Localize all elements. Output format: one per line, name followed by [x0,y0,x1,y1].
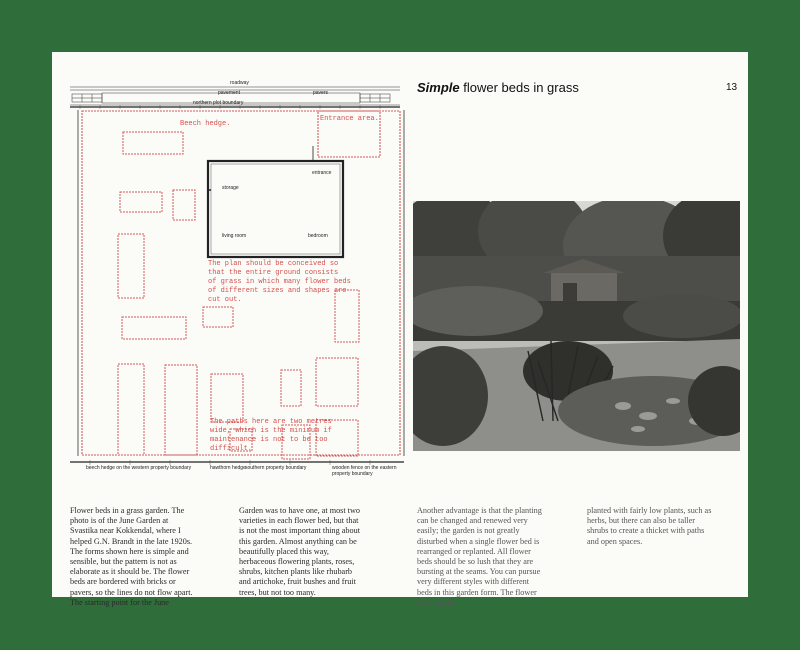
garden-plan [70,80,415,510]
note-paths: The paths here are two metres wide, which is the minimum if maintenance is not to be too difficult. [210,418,332,453]
note-beech-hedge: Beech hedge. [180,120,231,128]
label-entrance: entrance [312,170,332,176]
paragraph-4: planted with fairly low plants, such as herbs, but there can also be taller shrubs to create a thicket with paths and open spaces. [587,506,712,546]
paragraph-2: Garden was to have one, at most two varieties in each flower bed, but that is not the most important thing about this garden. Almost anything can be beautifully placed this way, herbaceous flowering plants, roses, shrubs, kitchen plants like rhubarb and artichoke, fruit bushes and fruit trees, but not too many. [239,506,360,597]
label-storage: storage [222,185,239,191]
page-number: 13 [726,82,738,93]
page-title [417,80,579,95]
note-entrance-area: Entrance area. [320,115,379,123]
book-spread [52,52,748,607]
label-wooden-fence: wooden fence on the eastern property boundary [332,465,397,477]
label-southern-boundary: southern property boundary [245,465,307,471]
label-northern-boundary: northern plot boundary [193,100,244,106]
label-pavers: pavers [313,90,329,96]
page-title-emphasis: Simple [417,80,460,95]
garden-photo-image [413,201,740,451]
label-living-room: living room [222,233,247,239]
label-roadway: roadway [230,80,249,86]
note-plan: The plan should be conceived so that the entire ground consists of grass in which many flower beds of different sizes and shapes are cut out. [208,260,351,304]
page-title-rest: flower beds in grass [459,80,579,95]
text-column-4 [587,506,712,547]
text-column-3 [417,506,542,608]
text-column-1 [70,506,195,608]
label-beech-hedge-west: beech hedge on the western property boundary [86,465,192,471]
text-column-2 [239,506,364,598]
paragraph-1: Flower beds in a grass garden. The photo is of the June Garden at Svastika near Kokkendal, where I helped G.N. Brandt in the late 1920s. The forms shown here is simple and sensible, but the pattern is not as elaborate as it should be. The flower beds are bordered with bricks or pavers, so the lines do not flow apart. The starting point for the June [70,506,193,607]
paragraph-3: Another advantage is that the planting can be changed and renewed very easily; the garden is not greatly disturbed when a single flower bed is rearranged or replanted. All flower beds should be so lush that they are bursting at the seams. You can pursue very different styles with different beds in this garden form. The flower beds can be [417,506,542,607]
label-pavement: pavement [218,90,240,96]
label-bedroom: bedroom [308,233,328,239]
garden-photo [413,201,740,451]
label-hawthorn-hedge: hawthorn hedge [210,465,246,471]
